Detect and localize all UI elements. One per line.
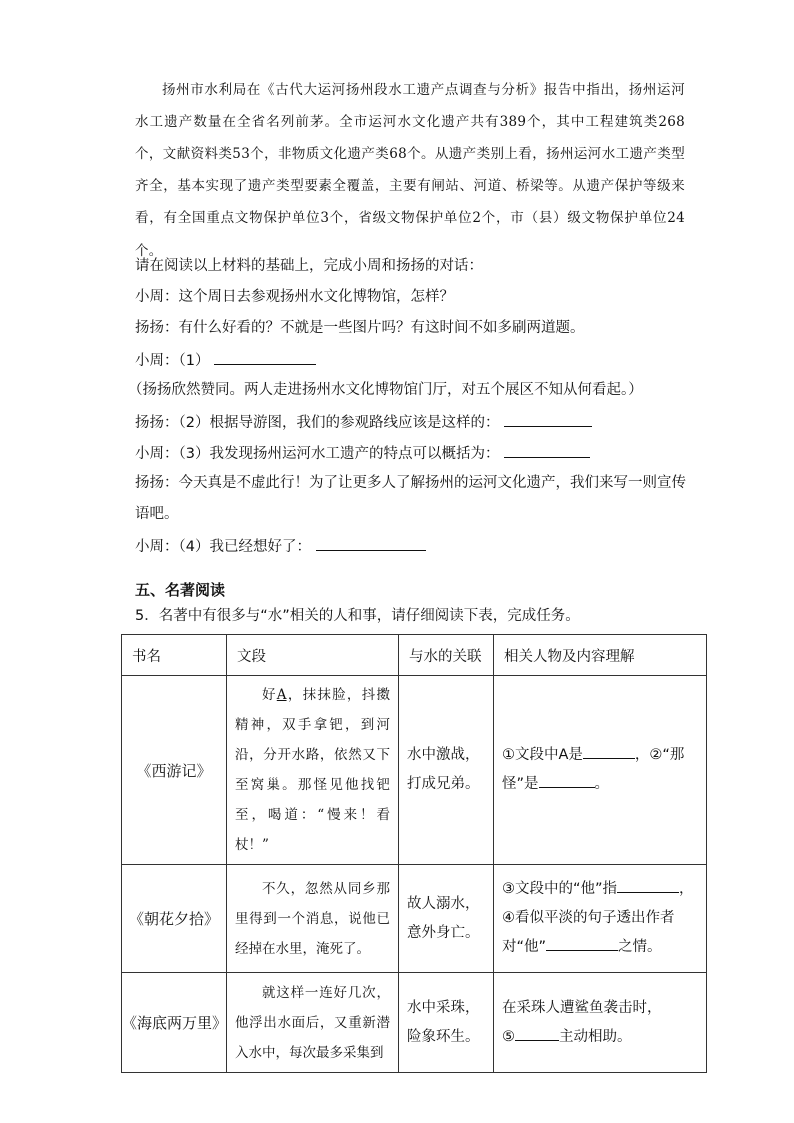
understanding-cell xyxy=(494,676,707,865)
understanding-text-2: ⑤ xyxy=(502,1028,515,1045)
dialogue-line-5-text: 扬扬：（2）根据导游图，我们的参观路线应该是这样的： xyxy=(135,415,500,431)
understanding-text-3: 主动相助。 xyxy=(559,1028,632,1045)
dialogue-line-6 xyxy=(135,442,590,464)
understanding-text-3: 之情。 xyxy=(618,939,662,955)
header-passage: 文段 xyxy=(227,635,399,676)
passage-text-clipped: 就这样一连好几次，他浮出水面后，又重新潜入水中，每次最多采集到 xyxy=(235,984,390,1061)
dialogue-line-6-text: 小周：（3）我发现扬州运河水工遗产的特点可以概括为： xyxy=(135,446,500,462)
dialogue-line-7a: 扬扬：今天真是不虚此行！为了让更多人了解扬州的运河文化遗产，我们来写一则宣传 xyxy=(135,475,686,491)
dialogue-line-1: 小周：这个周日去参观扬州水文化博物馆，怎样？ xyxy=(135,289,454,305)
answer-blank-table-5[interactable] xyxy=(515,1025,559,1041)
classics-table xyxy=(121,634,707,1073)
water-relation: 水中激战，打成兄弟。 xyxy=(399,676,494,865)
book-title: 《西游记》 xyxy=(122,676,227,865)
dialogue-instruction: 请在阅读以上材料的基础上，完成小周和扬扬的对话： xyxy=(135,258,483,274)
reading-material: 扬州市水利局在《古代大运河扬州段水工遗产点调查与分析》报告中指出，扬州运河水工遗产数量在全省名列前茅。全市运河水文化遗产共有389个，其中工程建筑类268个，文献资料类53个，非物质文化遗产类68个。从遗产类别上看，扬州运河水工遗产类型齐全，基本实现了遗产类型要素全覆盖，主要有闸站、河道、桥梁等。从遗产保护等级来看，有全国重点文物保护单位3个，省级文物保护单位2个，市（县）级文物保护单位24个。 xyxy=(135,81,685,259)
dialogue-line-8-text: 小周：（4）我已经想好了： xyxy=(135,539,311,555)
passage-text xyxy=(227,676,399,865)
answer-blank-table-3[interactable] xyxy=(617,877,679,893)
answer-blank-2[interactable] xyxy=(504,411,592,427)
section-title: 五、名著阅读 xyxy=(135,581,226,599)
understanding-text-1: 在采珠人遭鲨鱼袭击时， xyxy=(502,999,662,1016)
passage-text xyxy=(227,973,399,1073)
table-header-row xyxy=(122,635,707,676)
understanding-cell xyxy=(494,973,707,1073)
understanding-cell xyxy=(494,865,707,973)
answer-blank-3[interactable] xyxy=(504,442,590,458)
understanding-text-1: ③文段中的“他”指 xyxy=(502,881,618,897)
dialogue-line-2: 扬扬：有什么好看的？不就是一些图片吗？有这时间不如多刷两道题。 xyxy=(135,320,585,336)
understanding-text-1: ①文段中A是 xyxy=(502,747,583,763)
understanding-text-2: ，④看似平淡的句子透出作者对“他” xyxy=(502,881,694,955)
answer-blank-4[interactable] xyxy=(316,535,426,551)
dialogue-line-7b: 语吧。 xyxy=(135,506,179,522)
passage-mark-a: A xyxy=(276,687,287,703)
dialogue-line-4: （扬扬欣然赞同。两人走进扬州水文化博物馆门厅，对五个展区不知从何看起。） xyxy=(128,382,643,398)
water-relation: 故人溺水，意外身亡。 xyxy=(399,865,494,973)
book-title: 《朝花夕拾》 xyxy=(122,865,227,973)
question-5: 5．名著中有很多与“水”相关的人和事，请仔细阅读下表，完成任务。 xyxy=(135,608,580,624)
understanding-text-2: ，②“那怪”是 xyxy=(502,747,685,792)
table-row xyxy=(122,676,707,865)
answer-blank-table-2[interactable] xyxy=(539,772,595,788)
passage-text: 不久，忽然从同乡那里得到一个消息，说他已经掉在水里，淹死了。 xyxy=(227,865,399,973)
passage-post: ，抹抹脸，抖擞精神，双手拿钯，到河沿，分开水路，依然又下至窝巢。那怪见他找钯至，喝道：“慢来！看杖！” xyxy=(235,687,390,853)
water-relation: 水中采珠，险象环生。 xyxy=(399,973,494,1073)
passage-pre: 好 xyxy=(262,687,277,703)
table-row xyxy=(122,865,707,973)
answer-blank-1[interactable] xyxy=(214,349,316,365)
understanding-text-3: 。 xyxy=(594,776,610,792)
table-row xyxy=(122,973,707,1073)
dialogue-line-3-text: 小周：（1） xyxy=(135,353,210,369)
dialogue-line-3 xyxy=(135,349,316,371)
answer-blank-table-1[interactable] xyxy=(583,743,635,759)
book-title: 《海底两万里》 xyxy=(122,973,227,1073)
dialogue-line-5 xyxy=(135,411,592,433)
header-understanding: 相关人物及内容理解 xyxy=(494,635,707,676)
dialogue-line-8 xyxy=(135,535,426,557)
header-book: 书名 xyxy=(122,635,227,676)
answer-blank-table-4[interactable] xyxy=(546,935,618,951)
header-relation: 与水的关联 xyxy=(399,635,494,676)
